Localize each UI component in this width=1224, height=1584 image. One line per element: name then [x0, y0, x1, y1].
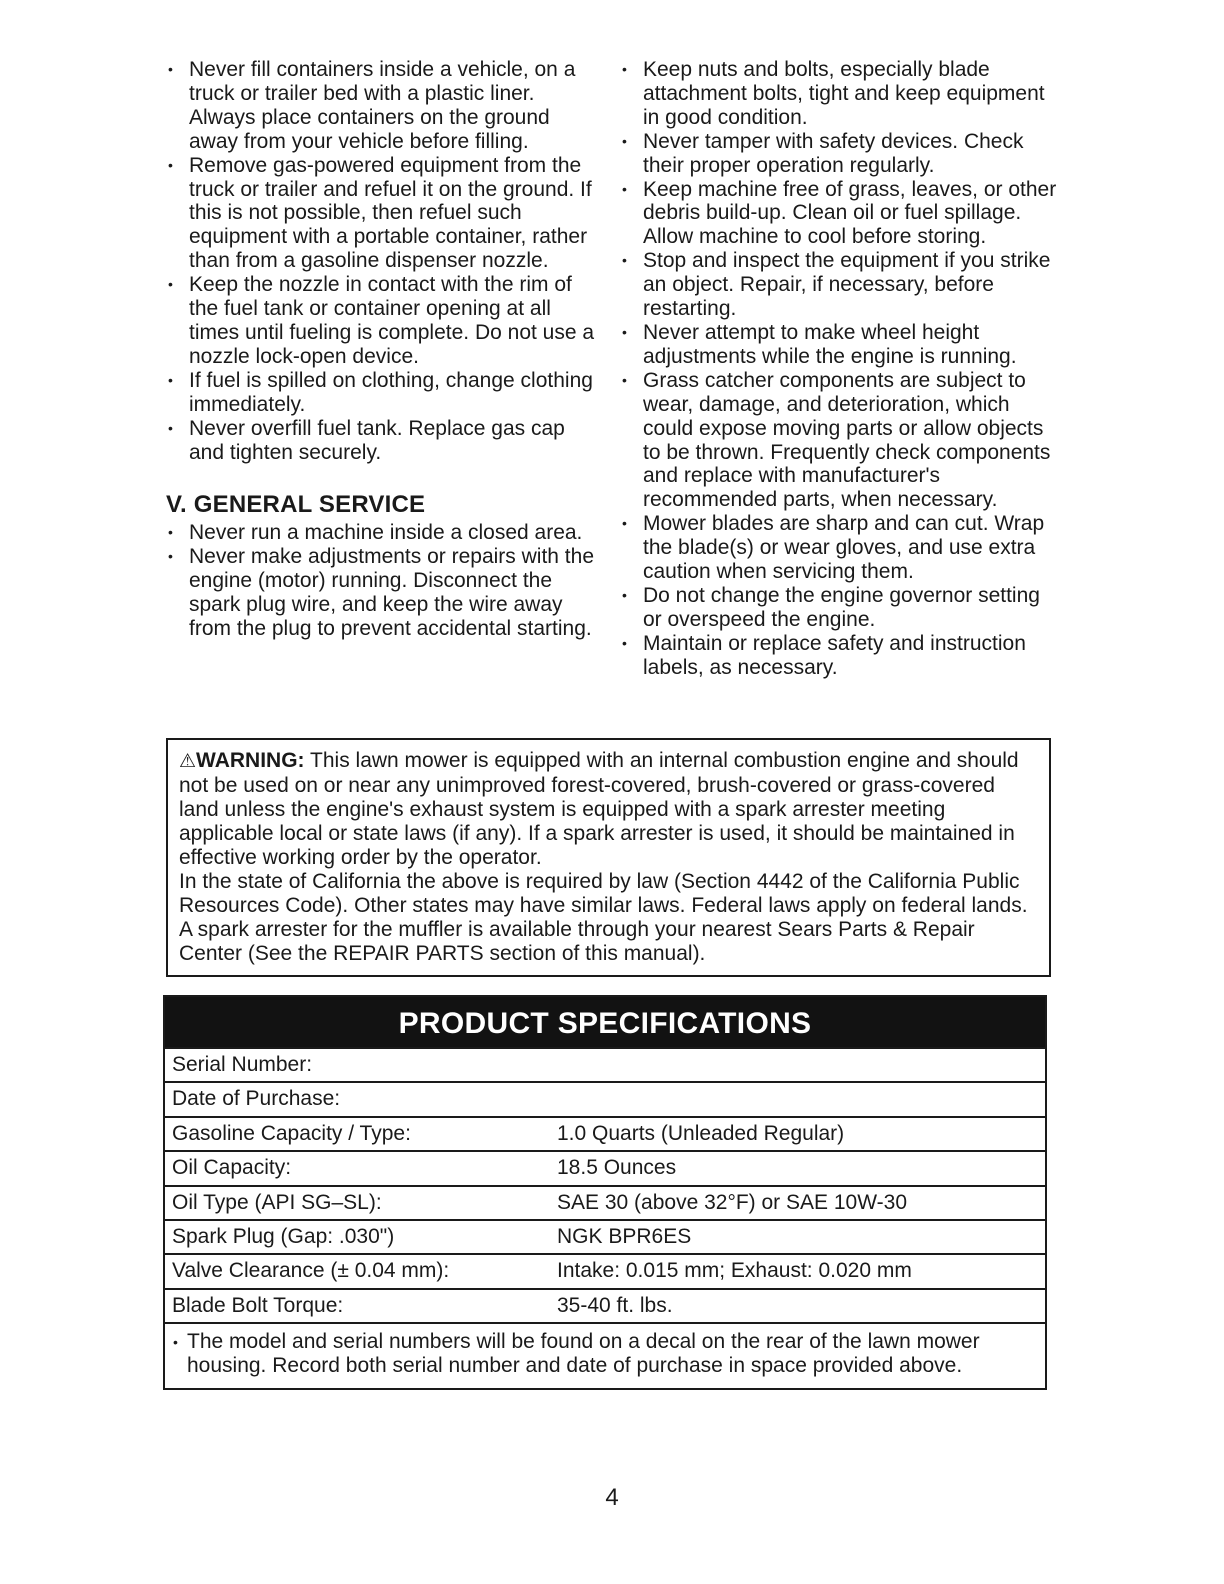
spec-value: NGK BPR6ES: [557, 1224, 692, 1248]
list-item: • Maintain or replace safety and instruction labels, as necessary.: [620, 632, 1060, 680]
table-row: [165, 1116, 1045, 1150]
spec-label: Gasoline Capacity / Type:: [172, 1121, 411, 1145]
warning-paragraph: [179, 749, 1038, 870]
general-service-list: [166, 521, 598, 641]
left-column: [166, 58, 598, 641]
fueling-safety-list: [166, 58, 598, 464]
general-service-list-continued: [620, 58, 1060, 680]
specifications-title: PRODUCT SPECIFICATIONS: [165, 997, 1045, 1047]
list-item: • Keep nuts and bolts, especially blade attachment bolts, tight and keep equipment in good condition.: [620, 58, 1060, 130]
spec-value: 1.0 Quarts (Unleaded Regular): [557, 1121, 845, 1145]
table-row: [165, 1219, 1045, 1253]
list-item: • Keep machine free of grass, leaves, or other debris build-up. Clean oil or fuel spillage. Allow machine to cool before storing.: [620, 178, 1060, 250]
spec-label: Spark Plug (Gap: .030"): [172, 1224, 395, 1248]
spec-note: [165, 1322, 1045, 1388]
list-item: • The model and serial numbers will be found on a decal on the rear of the lawn mower housing. Record both serial number and date of purchase in space provided above.: [173, 1330, 1037, 1378]
right-column: [620, 58, 1060, 680]
list-item: • Never overfill fuel tank. Replace gas cap and tighten securely.: [166, 417, 598, 465]
spec-value: SAE 30 (above 32°F) or SAE 10W-30: [557, 1190, 908, 1214]
list-item: • Grass catcher components are subject to wear, damage, and deterioration, which could expose moving parts or allow objects to be thrown. Frequently check components and replace with manufacturer's recommended parts, when necessary.: [620, 369, 1060, 512]
list-item: • Never fill containers inside a vehicle, on a truck or trailer bed with a plastic liner. Always place containers on the ground away from your vehicle before filling.: [166, 58, 598, 154]
section-heading-general-service: V. GENERAL SERVICE: [166, 491, 426, 519]
spec-value: [557, 1083, 1045, 1115]
table-row: [165, 1288, 1045, 1322]
warning-text: This lawn mower is equipped with an internal combustion engine and should not be used on or near any unimproved forest-covered, brush-covered or grass-covered land unless the engine's exhaust system is equipped with a spark arrester meeting applicable local or state laws (if any). If a spark arrester is used, it should be maintained in effective working order by the operator.: [179, 749, 1019, 869]
list-item: • Never run a machine inside a closed area.: [166, 521, 598, 545]
spec-label: Oil Type (API SG–SL):: [172, 1190, 382, 1214]
spec-note-list: [173, 1330, 1037, 1378]
product-specifications-table: [163, 995, 1047, 1390]
list-item: • Remove gas-powered equipment from the truck or trailer and refuel it on the ground. If this is not possible, then refuel such equipment with a portable container, rather than from a gasoline dispenser nozzle.: [166, 154, 598, 274]
spec-label: Serial Number:: [172, 1053, 313, 1076]
list-item: • Do not change the engine governor setting or overspeed the engine.: [620, 584, 1060, 632]
spec-label: Blade Bolt Torque:: [172, 1293, 344, 1317]
list-item: • Mower blades are sharp and can cut. Wrap the blade(s) or wear gloves, and use extra caution when servicing them.: [620, 512, 1060, 584]
table-row: [165, 1253, 1045, 1287]
page-number: 4: [605, 1484, 619, 1511]
spec-label: Oil Capacity:: [172, 1156, 292, 1180]
spec-label: Date of Purchase:: [172, 1087, 341, 1111]
list-item: • Never make adjustments or repairs with the engine (motor) running. Disconnect the spark plug wire, and keep the wire away from the plug to prevent accidental starting.: [166, 545, 598, 641]
list-item: • Never tamper with safety devices. Check their proper operation regularly.: [620, 130, 1060, 178]
list-item: • Keep the nozzle in contact with the rim of the fuel tank or container opening at all times until fueling is complete. Do not use a nozzle lock-open device.: [166, 273, 598, 369]
table-row: [165, 1047, 1045, 1081]
spec-value: 35-40 ft. lbs.: [557, 1293, 673, 1317]
spec-label: Valve Clearance (± 0.04 mm):: [172, 1259, 450, 1283]
list-item: • Stop and inspect the equipment if you strike an object. Repair, if necessary, before restarting.: [620, 249, 1060, 321]
warning-box: [166, 738, 1051, 977]
table-row: [165, 1150, 1045, 1184]
warning-label: WARNING:: [196, 749, 305, 772]
spec-value: 18.5 Ounces: [557, 1156, 677, 1180]
warning-paragraph-california: In the state of California the above is required by law (Section 4442 of the California Public Resources Code). Other states may have similar laws. Federal laws apply on federal lands. A spark arrester for the muffler is available through your nearest Sears Parts & Repair Center (See the REPAIR PARTS section of this manual).: [179, 870, 1028, 965]
table-row: [165, 1081, 1045, 1115]
spec-value: Intake: 0.015 mm; Exhaust: 0.020 mm: [557, 1259, 912, 1283]
warning-triangle-icon: ⚠: [179, 751, 197, 772]
table-row: [165, 1185, 1045, 1219]
list-item: • Never attempt to make wheel height adjustments while the engine is running.: [620, 321, 1060, 369]
spec-value: [557, 1049, 1045, 1081]
list-item: • If fuel is spilled on clothing, change clothing immediately.: [166, 369, 598, 417]
